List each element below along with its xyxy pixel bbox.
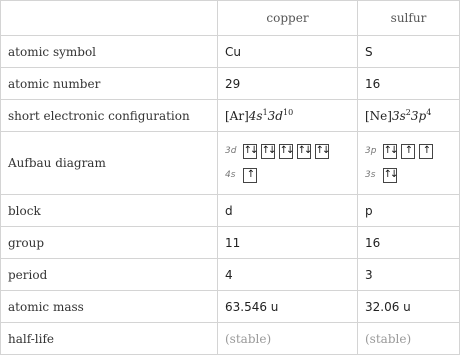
orbital-box: ↑↓ [383,168,397,183]
copper-atomic-symbol: Cu [218,36,358,68]
row-atomic-mass [1,291,460,323]
row-label: half-life [1,323,218,355]
row-group [1,227,460,259]
copper-atomic-number: 29 [218,68,358,100]
row-period [1,259,460,291]
copper-electron-configuration [218,100,358,132]
orbital-box: ↑↓ [279,144,293,159]
copper-block: d [218,195,358,227]
row-label: atomic symbol [1,36,218,68]
sulfur-atomic-mass: 32.06 u [358,291,460,323]
orbital-box: ↑↓ [261,144,275,159]
orbital-box: ↑ [401,144,415,159]
row-label: short electronic configuration [1,100,218,132]
row-label: atomic number [1,68,218,100]
header-corner [1,1,218,36]
config-subshell: 3s [391,108,406,123]
copper-group: 11 [218,227,358,259]
orbital-label: 4s [225,170,236,180]
row-label: block [1,195,218,227]
orbital-box: ↑ [243,168,257,183]
column-header-sulfur: sulfur [358,1,460,36]
row-atomic-symbol [1,36,460,68]
orbital-box: ↑↓ [243,144,257,159]
orbital-box: ↑↓ [315,144,329,159]
row-half-life [1,323,460,355]
row-block [1,195,460,227]
orbital-label: 3p [365,146,377,156]
config-core: [Ne] [365,108,392,123]
orbital-row [365,141,459,161]
row-label: period [1,259,218,291]
orbital-box: ↑↓ [383,144,397,159]
config-electrons: 2 [405,107,411,117]
row-label: group [1,227,218,259]
sulfur-atomic-number: 16 [358,68,460,100]
sulfur-electron-configuration [358,100,460,132]
row-aufbau-diagram [1,132,460,195]
column-header-copper: copper [218,1,358,36]
row-label: Aufbau diagram [1,132,218,195]
config-subshell: 4s [248,108,263,123]
config-electrons: 10 [282,107,294,117]
sulfur-atomic-symbol: S [358,36,460,68]
sulfur-block: p [358,195,460,227]
config-subshell: 3d [267,108,283,123]
orbital-box: ↑ [419,144,433,159]
sulfur-group: 16 [358,227,460,259]
config-electrons: 1 [262,107,268,117]
sulfur-half-life: (stable) [358,323,460,355]
row-electronic-configuration [1,100,460,132]
header-row [1,1,460,36]
copper-atomic-mass: 63.546 u [218,291,358,323]
config-electrons: 4 [426,107,432,117]
orbital-label: 3d [225,146,237,156]
copper-half-life: (stable) [218,323,358,355]
row-label: atomic mass [1,291,218,323]
copper-period: 4 [218,259,358,291]
row-atomic-number [1,68,460,100]
orbital-row [365,165,459,185]
config-core: [Ar] [225,108,249,123]
copper-aufbau-diagram [218,132,358,195]
sulfur-period: 3 [358,259,460,291]
orbital-row [225,141,357,161]
sulfur-aufbau-diagram [358,132,460,195]
orbital-label: 3s [365,170,376,180]
orbital-row [225,165,357,185]
orbital-box: ↑↓ [297,144,311,159]
config-subshell: 3p [410,108,427,123]
